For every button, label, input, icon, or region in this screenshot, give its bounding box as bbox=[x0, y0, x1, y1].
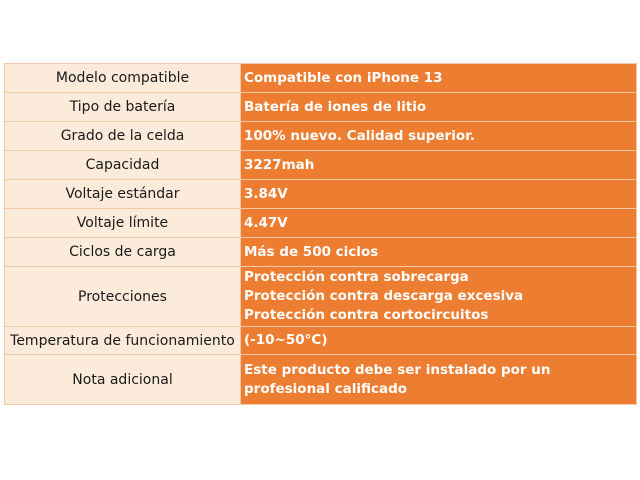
spec-label: Protecciones bbox=[5, 267, 241, 327]
spec-value bbox=[241, 180, 637, 209]
spec-value-line: (-10~50°C) bbox=[244, 332, 328, 348]
spec-value bbox=[241, 209, 637, 238]
spec-value-line: Batería de iones de litio bbox=[244, 98, 427, 115]
spec-value-line: Este producto debe ser instalado por un profesional calificado bbox=[244, 361, 551, 397]
spec-row-protections bbox=[5, 267, 637, 327]
spec-row-cell-grade bbox=[5, 122, 637, 151]
spec-value-line: 3.84V bbox=[244, 185, 288, 202]
spec-row-limit-voltage bbox=[5, 209, 637, 238]
spec-value-line: 4.47V bbox=[244, 214, 288, 231]
spec-value bbox=[241, 355, 637, 405]
spec-label: Grado de la celda bbox=[5, 122, 241, 151]
spec-label: Temperatura de funcionamiento bbox=[5, 327, 241, 355]
spec-value bbox=[241, 64, 637, 93]
spec-label: Voltaje estándar bbox=[5, 180, 241, 209]
spec-value-line: Protección contra cortocircuitos bbox=[244, 307, 489, 323]
spec-row-capacity bbox=[5, 151, 637, 180]
spec-value bbox=[241, 93, 637, 122]
spec-value-line: Más de 500 ciclos bbox=[244, 243, 379, 260]
spec-label: Modelo compatible bbox=[5, 64, 241, 93]
spec-value bbox=[241, 151, 637, 180]
spec-value bbox=[241, 327, 637, 355]
spec-value bbox=[241, 267, 637, 327]
spec-row-standard-voltage bbox=[5, 180, 637, 209]
spec-row-compatible-model bbox=[5, 64, 637, 93]
spec-label: Capacidad bbox=[5, 151, 241, 180]
spec-value-line: 3227mah bbox=[244, 156, 315, 173]
spec-value bbox=[241, 122, 637, 151]
spec-row-operating-temperature bbox=[5, 327, 637, 355]
spec-row-charge-cycles bbox=[5, 238, 637, 267]
battery-spec-table bbox=[4, 63, 637, 405]
spec-value-line: Protección contra descarga excesiva bbox=[244, 288, 524, 304]
spec-label: Nota adicional bbox=[5, 355, 241, 405]
spec-value-line: Protección contra sobrecarga bbox=[244, 269, 469, 285]
spec-row-battery-type bbox=[5, 93, 637, 122]
spec-value-line: Compatible con iPhone 13 bbox=[244, 69, 443, 86]
spec-label: Tipo de batería bbox=[5, 93, 241, 122]
spec-value-line: 100% nuevo. Calidad superior. bbox=[244, 127, 475, 144]
spec-label: Voltaje límite bbox=[5, 209, 241, 238]
spec-value bbox=[241, 238, 637, 267]
spec-row-additional-note bbox=[5, 355, 637, 405]
spec-label: Ciclos de carga bbox=[5, 238, 241, 267]
